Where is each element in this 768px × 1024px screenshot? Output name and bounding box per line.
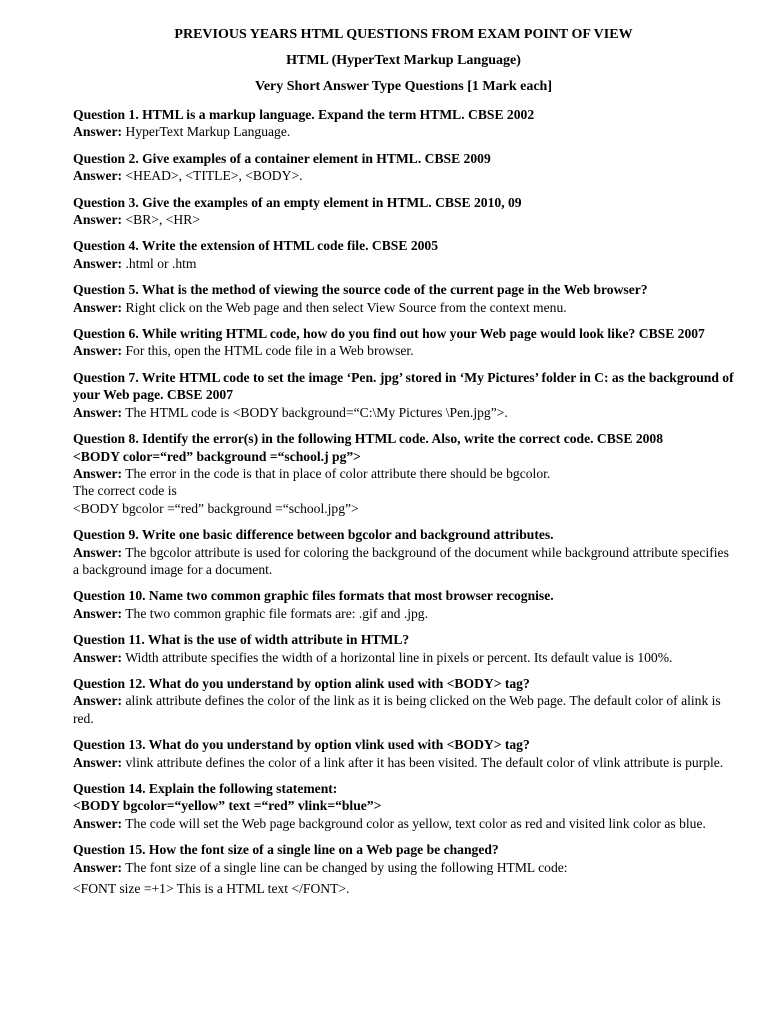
question-item — [73, 150, 734, 185]
answer-text: The two common graphic file formats are: .gif and .jpg. — [125, 605, 428, 621]
question-item — [73, 106, 734, 141]
answer-label: Answer: — [73, 815, 123, 831]
answer — [73, 649, 734, 666]
question-item — [73, 631, 734, 666]
answer-text: <BR>, <HR> — [125, 212, 200, 228]
answer-text: The error in the code is that in place of color attribute there should be bgcolor. — [125, 465, 551, 481]
answer-text: vlink attribute defines the color of a link after it has been visited. The default color of vlink attribute is purple. — [125, 754, 724, 770]
question-text: Question 13. What do you understand by option vlink used with <BODY> tag? — [73, 737, 530, 753]
question-text: Question 7. Write HTML code to set the image ‘Pen. jpg’ stored in ‘My Pictures’ folder in C: as the background of your Web page. CBSE 2007 — [73, 369, 734, 403]
answer — [73, 692, 734, 727]
answer-text: Right click on the Web page and then select View Source from the context menu. — [125, 299, 567, 315]
question-text: Question 1. HTML is a markup language. Expand the term HTML. CBSE 2002 — [73, 107, 535, 122]
answer — [73, 342, 734, 359]
answer — [73, 167, 734, 184]
answer-text: HyperText Markup Language. — [125, 124, 291, 140]
question-item — [73, 281, 734, 316]
answer-text: For this, open the HTML code file in a Web browser. — [125, 343, 414, 359]
question-item — [73, 325, 734, 360]
question-text: Question 14. Explain the following statement: — [73, 781, 338, 796]
answer-label: Answer: — [73, 859, 123, 875]
question-item — [73, 430, 734, 517]
answer — [73, 299, 734, 316]
answer-label: Answer: — [73, 255, 123, 271]
answer-label: Answer: — [73, 124, 123, 140]
answer-label: Answer: — [73, 544, 123, 560]
answer-label: Answer: — [73, 754, 123, 770]
answer-extra: The correct code is — [73, 483, 177, 499]
question-text: Question 2. Give examples of a container element in HTML. CBSE 2009 — [73, 150, 491, 166]
question-text: Question 11. What is the use of width attribute in HTML? — [73, 632, 410, 648]
answer-extra: <FONT size =+1> This is a HTML text </FONT>. — [73, 881, 350, 897]
answer-text: .html or .htm — [125, 255, 197, 271]
answer-text: The HTML code is <BODY background=“C:\My Pictures \Pen.jpg”>. — [125, 404, 508, 420]
question-list — [73, 106, 734, 897]
section-heading: Very Short Answer Type Questions [1 Mark each] — [255, 79, 552, 94]
question-item — [73, 526, 734, 578]
question-text: Question 15. How the font size of a single line on a Web page be changed? — [73, 842, 499, 858]
question-text: Question 9. Write one basic difference between bgcolor and background attributes. — [73, 527, 554, 543]
answer — [73, 815, 734, 832]
answer-label: Answer: — [73, 605, 123, 621]
document-subtitle: HTML (HyperText Markup Language) — [286, 53, 521, 68]
answer — [73, 605, 734, 622]
answer — [73, 465, 734, 482]
answer-text: alink attribute defines the color of the link as it is being clicked on the Web page. The default color of alink is red. — [73, 693, 721, 726]
answer — [73, 544, 734, 579]
question-text: Question 5. What is the method of viewing the source code of the current page in the Web browser? — [73, 282, 648, 298]
question-item — [73, 369, 734, 421]
answer-label: Answer: — [73, 649, 123, 665]
answer-text: <HEAD>, <TITLE>, <BODY>. — [125, 168, 303, 184]
answer-label: Answer: — [73, 212, 123, 228]
question-item — [73, 587, 734, 622]
question-text: Question 12. What do you understand by option alink used with <BODY> tag? — [73, 675, 530, 691]
answer-text: Width attribute specifies the width of a horizontal line in pixels or percent. Its default value is 100%. — [125, 649, 673, 665]
question-text: Question 3. Give the examples of an empty element in HTML. CBSE 2010, 09 — [73, 194, 522, 210]
question-code: <BODY color=“red” background =“school.j pg”> — [73, 448, 361, 464]
answer — [73, 404, 734, 421]
answer-extra: <BODY bgcolor =“red” background =“school.jpg”> — [73, 500, 359, 516]
answer-label: Answer: — [73, 168, 123, 184]
question-text: Question 10. Name two common graphic files formats that most browser recognise. — [73, 588, 554, 604]
question-item — [73, 237, 734, 272]
question-item — [73, 736, 734, 771]
question-item — [73, 194, 734, 229]
question-item — [73, 841, 734, 897]
answer-label: Answer: — [73, 299, 123, 315]
question-text: Question 6. While writing HTML code, how do you find out how your Web page would look like? CBSE 2007 — [73, 326, 705, 342]
answer — [73, 211, 734, 228]
answer-text: The bgcolor attribute is used for coloring the background of the document while background attribute specifies a background image for a document. — [73, 544, 729, 577]
answer-label: Answer: — [73, 693, 123, 709]
question-text: Question 4. Write the extension of HTML code file. CBSE 2005 — [73, 238, 439, 254]
answer-label: Answer: — [73, 404, 123, 420]
answer-text: The code will set the Web page background color as yellow, text color as red and visited link color as blue. — [125, 815, 706, 831]
answer-label: Answer: — [73, 465, 123, 481]
answer — [73, 859, 734, 876]
question-item — [73, 675, 734, 727]
answer — [73, 255, 734, 272]
answer — [73, 754, 734, 771]
question-code: <BODY bgcolor=“yellow” text =“red” vlink=“blue”> — [73, 798, 382, 814]
question-item — [73, 780, 734, 832]
answer — [73, 123, 734, 140]
answer-label: Answer: — [73, 343, 123, 359]
question-text: Question 8. Identify the error(s) in the following HTML code. Also, write the correct code. CBSE 2008 — [73, 431, 664, 447]
document-title: PREVIOUS YEARS HTML QUESTIONS FROM EXAM POINT OF VIEW — [174, 27, 633, 42]
answer-text: The font size of a single line can be changed by using the following HTML code: — [125, 859, 568, 875]
